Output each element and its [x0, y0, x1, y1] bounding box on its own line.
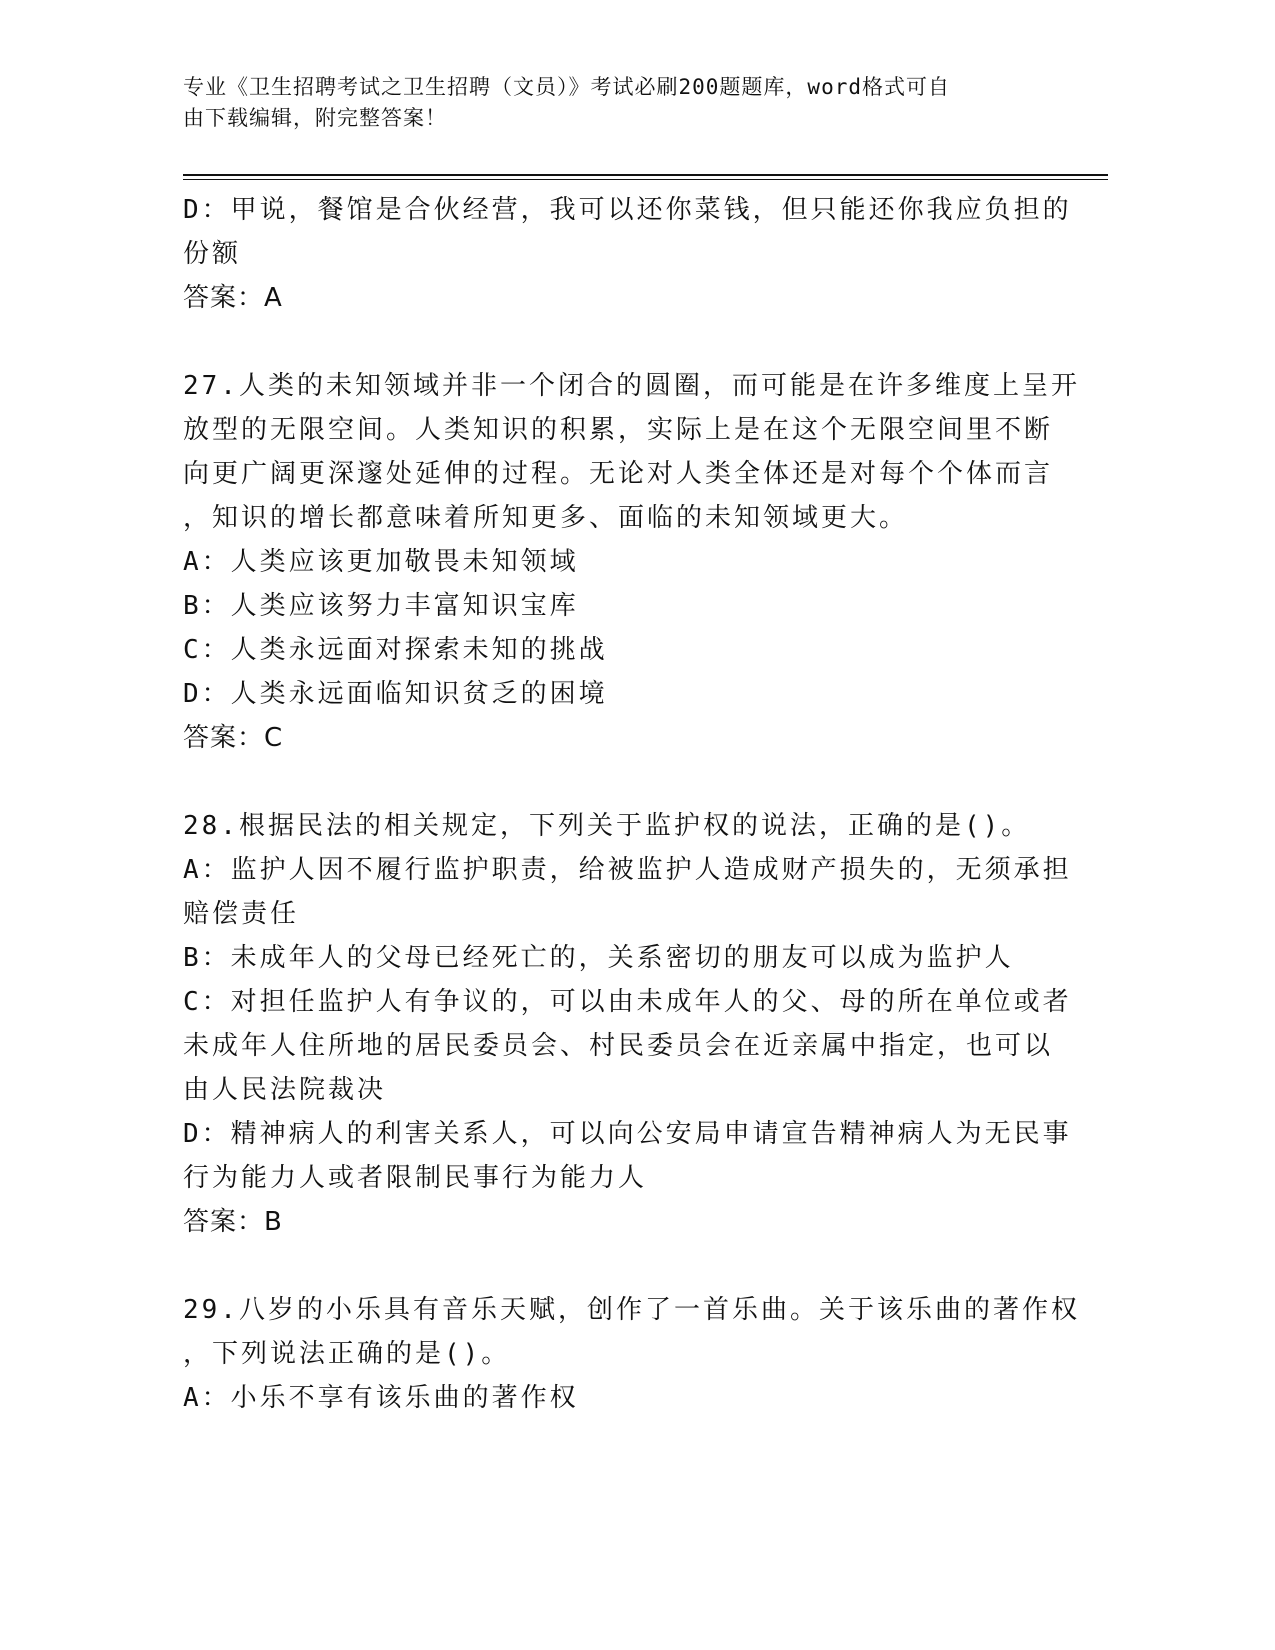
document-body	[183, 188, 1080, 1420]
question-26-tail	[183, 188, 1072, 320]
q28-option-c-line-2: 未成年人住所地的居民委员会、村民委员会在近亲属中指定，也可以	[183, 1031, 1054, 1061]
spacer	[183, 320, 1043, 364]
header-divider-thin	[183, 179, 1108, 180]
q29-option-a: A：小乐不享有该乐曲的著作权	[183, 1383, 579, 1413]
q28-option-a-line-2: 赔偿责任	[183, 899, 300, 929]
q28-answer: 答案：B	[183, 1207, 283, 1237]
q26-answer: 答案：A	[183, 283, 283, 313]
q27-stem-line-1: 27.人类的未知领域并非一个闭合的圆圈，而可能是在许多维度上呈开	[183, 371, 1080, 401]
q29-stem-line-2: ，下列说法正确的是()。	[183, 1339, 511, 1369]
question-27	[183, 364, 1080, 760]
q26-option-d-line-2: 份额	[183, 239, 242, 269]
page-header	[183, 72, 1053, 134]
spacer	[183, 1244, 1043, 1288]
header-line-1: 专业《卫生招聘考试之卫生招聘（文员）》考试必刷200题题库，word格式可自	[183, 75, 950, 99]
q28-option-c-line-1: C：对担任监护人有争议的，可以由未成年人的父、母的所在单位或者	[183, 987, 1072, 1017]
question-28	[183, 804, 1072, 1244]
header-line-2: 由下载编辑，附完整答案！	[183, 106, 447, 130]
q28-option-d-line-2: 行为能力人或者限制民事行为能力人	[183, 1163, 648, 1193]
q27-option-a: A：人类应该更加敬畏未知领域	[183, 547, 579, 577]
q28-option-b: B：未成年人的父母已经死亡的，关系密切的朋友可以成为监护人	[183, 943, 1014, 973]
q27-option-d: D：人类永远面临知识贫乏的困境	[183, 679, 608, 709]
q28-option-d-line-1: D：精神病人的利害关系人，可以向公安局申请宣告精神病人为无民事	[183, 1119, 1072, 1149]
spacer	[183, 760, 1043, 804]
question-29	[183, 1288, 1080, 1420]
q27-option-b: B：人类应该努力丰富知识宝库	[183, 591, 579, 621]
q27-option-c: C：人类永远面对探索未知的挑战	[183, 635, 608, 665]
q28-option-c-line-3: 由人民法院裁决	[183, 1075, 387, 1105]
q27-stem-line-3: 向更广阔更深邃处延伸的过程。无论对人类全体还是对每个个体而言	[183, 459, 1054, 489]
q27-answer: 答案：C	[183, 723, 284, 753]
q27-stem-line-4: ，知识的增长都意味着所知更多、面临的未知领域更大。	[183, 503, 909, 533]
q26-option-d-line-1: D：甲说，餐馆是合伙经营，我可以还你菜钱，但只能还你我应负担的	[183, 195, 1072, 225]
q27-stem-line-2: 放型的无限空间。人类知识的积累，实际上是在这个无限空间里不断	[183, 415, 1054, 445]
q28-stem: 28.根据民法的相关规定，下列关于监护权的说法，正确的是()。	[183, 811, 1031, 841]
q29-stem-line-1: 29.八岁的小乐具有音乐天赋，创作了一首乐曲。关于该乐曲的著作权	[183, 1295, 1080, 1325]
header-divider-thick	[183, 174, 1108, 176]
q28-option-a-line-1: A：监护人因不履行监护职责，给被监护人造成财产损失的，无须承担	[183, 855, 1072, 885]
